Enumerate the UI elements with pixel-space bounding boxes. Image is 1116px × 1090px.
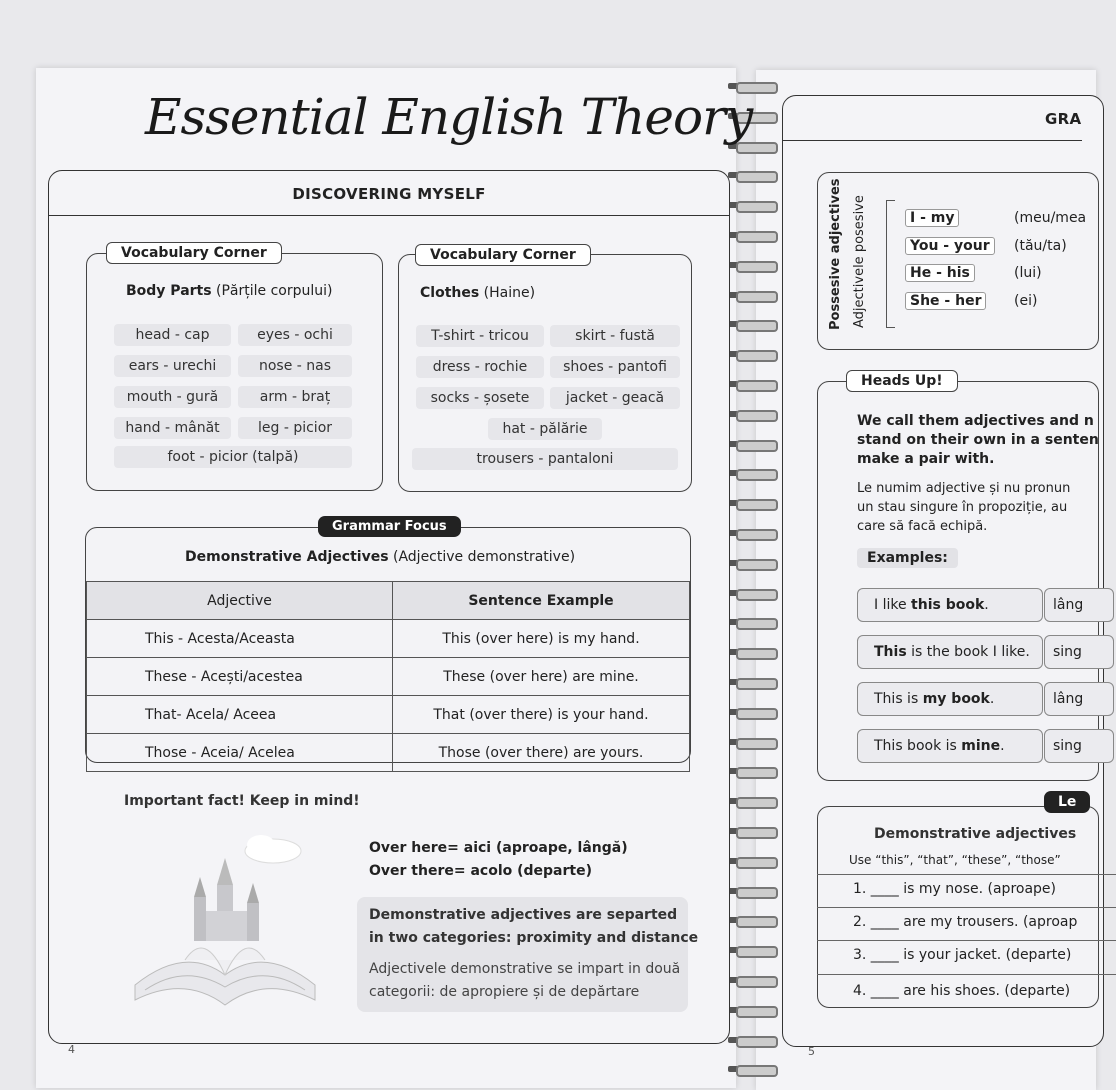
pronoun-pair: I - my xyxy=(905,209,959,227)
spiral-ring xyxy=(728,767,776,777)
vocab-clothes-heading: Clothes (Haine) xyxy=(420,285,536,301)
spiral-ring xyxy=(728,320,776,330)
spiral-ring xyxy=(728,529,776,539)
spiral-ring xyxy=(728,708,776,718)
spiral-ring xyxy=(728,797,776,807)
spiral-ring xyxy=(728,171,776,181)
table-cell: That (over there) is your hand. xyxy=(393,696,690,734)
possessive-side-label-ro: Adjectivele posesive xyxy=(852,195,867,328)
vocab-item: skirt - fustă xyxy=(550,325,680,347)
spiral-ring xyxy=(728,469,776,479)
spiral-ring xyxy=(728,291,776,301)
section-title: DISCOVERING MYSELF xyxy=(292,185,486,203)
note-en-line: in two categories: proximity and distance xyxy=(369,930,699,946)
vocab-item: ears - urechi xyxy=(114,355,231,377)
vocab-item: T-shirt - tricou xyxy=(416,325,544,347)
table-row xyxy=(87,734,690,772)
exercise-instruction: Use “this”, “that”, “these”, “those” xyxy=(849,853,1061,867)
spiral-ring xyxy=(728,559,776,569)
vocab-item: mouth - gură xyxy=(114,386,231,408)
grammar-table xyxy=(86,581,690,772)
page-number: 4 xyxy=(68,1043,75,1056)
vocab-item: trousers - pantaloni xyxy=(412,448,678,470)
example-box: This is the book I like. xyxy=(857,635,1043,669)
exercise-title: Demonstrative adjectives xyxy=(874,826,1077,842)
lesson-tag: Le xyxy=(1044,791,1090,813)
note-en-line: Demonstrative adjectives are separted xyxy=(369,907,678,923)
pronoun-pair: She - her xyxy=(905,292,986,310)
page-title: Essential English Theory xyxy=(145,88,753,146)
vocab-item: jacket - geacă xyxy=(550,387,680,409)
example-translation: lâng xyxy=(1044,588,1114,622)
vocab-item: nose - nas xyxy=(238,355,352,377)
spiral-ring xyxy=(728,976,776,986)
table-cell: This - Acesta/Aceasta xyxy=(87,620,393,658)
spiral-ring xyxy=(728,410,776,420)
spiral-ring xyxy=(728,857,776,867)
note-ro-line: Adjectivele demonstrative se impart in două xyxy=(369,961,681,977)
spiral-ring xyxy=(728,589,776,599)
examples-label: Examples: xyxy=(857,548,958,568)
spiral-ring xyxy=(728,618,776,628)
heads-up-ro-line: Le numim adjective și nu pronun xyxy=(857,481,1071,496)
spiral-ring xyxy=(728,916,776,926)
spiral-ring xyxy=(728,1006,776,1016)
vocab-item: foot - picior (talpă) xyxy=(114,446,352,468)
table-cell: This (over here) is my hand. xyxy=(393,620,690,658)
example-box: This book is mine. xyxy=(857,729,1043,763)
example-box: This is my book. xyxy=(857,682,1043,716)
pronoun-translation: (meu/mea xyxy=(1014,210,1087,226)
heads-up-en-line: stand on their own in a senten xyxy=(857,432,1099,448)
table-cell: That- Acela/ Aceea xyxy=(87,696,393,734)
heads-up-en-line: We call them adjectives and n xyxy=(857,413,1094,429)
column-header: Adjective xyxy=(87,582,393,620)
spiral-ring xyxy=(728,1065,776,1075)
vocab-clothes-tag: Vocabulary Corner xyxy=(415,244,591,266)
vocab-item: leg - picior xyxy=(238,417,352,439)
bracket xyxy=(886,200,895,328)
vocab-body-heading: Body Parts (Părțile corpului) xyxy=(126,283,333,299)
exercise-item: 2. ____ are my trousers. (aproap xyxy=(817,907,1116,940)
grammar-tag: Grammar Focus xyxy=(318,516,461,537)
right-section-divider xyxy=(782,140,1082,141)
spiral-ring xyxy=(728,738,776,748)
spiral-ring xyxy=(728,231,776,241)
table-header-row xyxy=(87,582,690,620)
example-box: I like this book. xyxy=(857,588,1043,622)
spiral-ring xyxy=(728,350,776,360)
spiral-ring xyxy=(728,261,776,271)
over-there-text: Over there= acolo (departe) xyxy=(369,863,592,879)
table-cell: These (over here) are mine. xyxy=(393,658,690,696)
vocab-body-tag: Vocabulary Corner xyxy=(106,242,282,264)
pronoun-translation: (lui) xyxy=(1014,265,1042,281)
vocab-item: hand - mânăt xyxy=(114,417,231,439)
exercise-item: 4. ____ are his shoes. (departe) xyxy=(817,974,1116,1007)
vocab-item: arm - braț xyxy=(238,386,352,408)
pronoun-pair: You - your xyxy=(905,237,995,255)
vocab-item: shoes - pantofi xyxy=(550,356,680,378)
spiral-ring xyxy=(728,678,776,688)
castle-book-illustration xyxy=(125,825,325,1020)
table-row xyxy=(87,658,690,696)
table-cell: Those - Aceia/ Acelea xyxy=(87,734,393,772)
column-header: Sentence Example xyxy=(393,582,690,620)
spiral-ring xyxy=(728,201,776,211)
heads-up-tag: Heads Up! xyxy=(846,370,958,392)
important-note: Important fact! Keep in mind! xyxy=(124,793,360,809)
heads-up-ro-line: care să facă echipă. xyxy=(857,519,988,534)
pronoun-pair: He - his xyxy=(905,264,975,282)
note-ro-line: categorii: de apropiere și de depărtare xyxy=(369,984,640,1000)
vocab-item: head - cap xyxy=(114,324,231,346)
table-cell: Those (over there) are yours. xyxy=(393,734,690,772)
example-translation: lâng xyxy=(1044,682,1114,716)
page-number: 5 xyxy=(808,1045,815,1058)
spiral-ring xyxy=(728,1036,776,1046)
spiral-ring xyxy=(728,887,776,897)
exercise-item: 1. ____ is my nose. (aproape) xyxy=(817,874,1116,907)
spiral-ring xyxy=(728,499,776,509)
vocab-item: socks - șosete xyxy=(416,387,544,409)
spiral-ring xyxy=(728,827,776,837)
exercise-item: 3. ____ is your jacket. (departe) xyxy=(817,940,1116,973)
vocab-item: dress - rochie xyxy=(416,356,544,378)
grammar-heading: Demonstrative Adjectives (Adjective demonstrative) xyxy=(185,549,576,565)
pronoun-translation: (tău/ta) xyxy=(1014,238,1067,254)
example-translation: sing xyxy=(1044,635,1114,669)
heads-up-en-line: make a pair with. xyxy=(857,451,995,467)
vocab-item: hat - pălărie xyxy=(488,418,602,440)
spiral-ring xyxy=(728,648,776,658)
possessive-side-label: Possesive adjectives xyxy=(828,178,843,330)
spiral-ring xyxy=(728,946,776,956)
heads-up-ro-line: un stau singure în propoziție, au xyxy=(857,500,1068,515)
table-cell: These - Acești/acestea xyxy=(87,658,393,696)
section-divider xyxy=(48,215,730,216)
spiral-ring xyxy=(728,440,776,450)
table-row xyxy=(87,620,690,658)
pronoun-translation: (ei) xyxy=(1014,293,1038,309)
spiral-ring xyxy=(728,380,776,390)
example-translation: sing xyxy=(1044,729,1114,763)
over-here-text: Over here= aici (aproape, lângă) xyxy=(369,840,628,856)
table-row xyxy=(87,696,690,734)
right-section-title: GRA xyxy=(1045,110,1082,128)
vocab-item: eyes - ochi xyxy=(238,324,352,346)
